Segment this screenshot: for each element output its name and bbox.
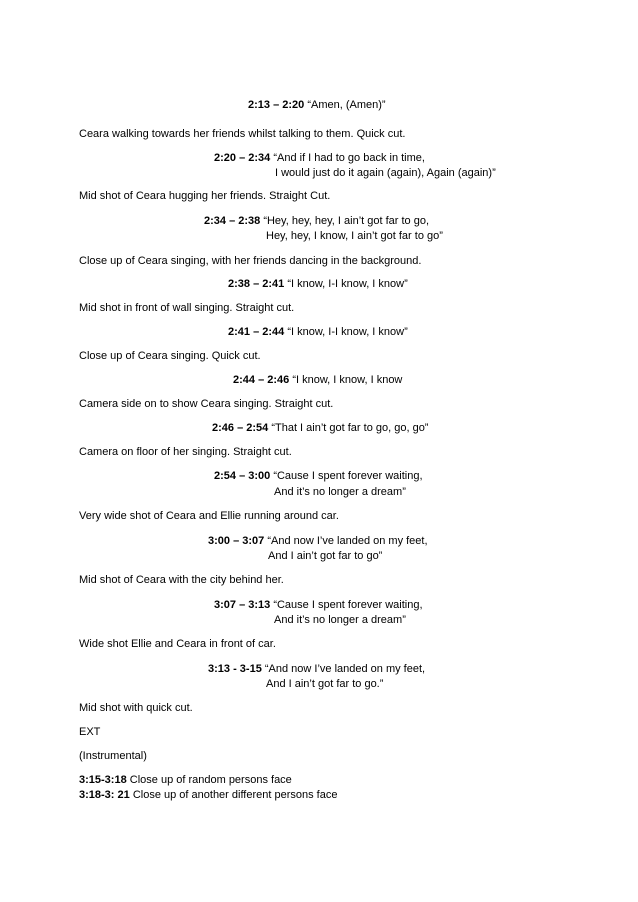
lyric-line bbox=[208, 534, 428, 548]
lyric-line bbox=[214, 598, 423, 612]
shot-description: Camera on floor of her singing. Straight cut. bbox=[79, 446, 292, 458]
lyric-text: “And now I’ve landed on my feet, bbox=[267, 535, 428, 547]
shot-description: Wide shot Ellie and Ceara in front of car. bbox=[79, 638, 276, 650]
lyric-text-continued: And it’s no longer a dream” bbox=[274, 486, 406, 498]
shot-description: Close up of Ceara singing, with her friends dancing in the background. bbox=[79, 255, 422, 267]
timestamp: 2:54 – 3:00 bbox=[214, 470, 271, 482]
lyric-text: “That I ain’t got far to go, go, go” bbox=[271, 422, 429, 434]
lyric-text-continued: I would just do it again (again), Again (again)” bbox=[275, 167, 496, 179]
lyric-text-continued: And it’s no longer a dream” bbox=[274, 614, 406, 626]
shot-description: Mid shot with quick cut. bbox=[79, 702, 193, 714]
lyric-text: “And now I’ve landed on my feet, bbox=[264, 663, 426, 675]
lyric-line bbox=[228, 277, 408, 291]
closeup-text: Close up of random persons face bbox=[129, 774, 292, 786]
timestamp: 3:13 - 3-15 bbox=[208, 663, 262, 675]
lyric-text: “And if I had to go back in time, bbox=[273, 152, 425, 164]
lyric-text-continued: Hey, hey, I know, I ain’t got far to go” bbox=[266, 230, 443, 242]
lyric-text: “Cause I spent forever waiting, bbox=[273, 599, 423, 611]
lyric-line bbox=[204, 214, 429, 228]
timestamp: 3:15-3:18 bbox=[79, 774, 127, 786]
timestamp: 2:13 – 2:20 bbox=[248, 99, 305, 111]
lyric-line bbox=[214, 469, 423, 483]
lyric-text: “Amen, (Amen)” bbox=[307, 99, 386, 111]
closeup-line bbox=[79, 788, 337, 802]
lyric-text: “Cause I spent forever waiting, bbox=[273, 470, 423, 482]
lyric-text: “I know, I-I know, I know” bbox=[287, 278, 408, 290]
lyric-line bbox=[214, 151, 425, 165]
shot-description: Mid shot of Ceara with the city behind her. bbox=[79, 574, 284, 586]
lyric-text: “I know, I-I know, I know” bbox=[287, 326, 408, 338]
shot-description: Close up of Ceara singing. Quick cut. bbox=[79, 350, 261, 362]
closeup-text: Close up of another different persons face bbox=[132, 789, 338, 801]
shot-description: Mid shot in front of wall singing. Straight cut. bbox=[79, 302, 295, 314]
lyric-text: “Hey, hey, hey, I ain’t got far to go, bbox=[263, 215, 430, 227]
timestamp: 2:20 – 2:34 bbox=[214, 152, 271, 164]
lyric-line bbox=[212, 421, 428, 435]
lyric-line bbox=[248, 98, 386, 112]
shot-description: Ceara walking towards her friends whilst talking to them. Quick cut. bbox=[79, 128, 406, 140]
scene-heading: EXT bbox=[79, 726, 101, 738]
lyric-text-continued: And I ain’t got far to go.” bbox=[266, 678, 384, 690]
shot-description: Very wide shot of Ceara and Ellie running around car. bbox=[79, 510, 339, 522]
timestamp: 2:44 – 2:46 bbox=[233, 374, 290, 386]
timestamp: 3:18-3: 21 bbox=[79, 789, 130, 801]
shot-description: Camera side on to show Ceara singing. Straight cut. bbox=[79, 398, 334, 410]
timestamp: 2:34 – 2:38 bbox=[204, 215, 261, 227]
timestamp: 2:46 – 2:54 bbox=[212, 422, 269, 434]
lyric-line bbox=[208, 662, 425, 676]
instrumental-note: (Instrumental) bbox=[79, 750, 147, 762]
lyric-line bbox=[233, 373, 402, 387]
closeup-line bbox=[79, 773, 292, 787]
lyric-text: “I know, I know, I know bbox=[292, 374, 403, 386]
timestamp: 3:00 – 3:07 bbox=[208, 535, 265, 547]
timestamp: 3:07 – 3:13 bbox=[214, 599, 271, 611]
lyric-text-continued: And I ain’t got far to go” bbox=[268, 550, 383, 562]
lyric-line bbox=[228, 325, 408, 339]
shot-description: Mid shot of Ceara hugging her friends. Straight Cut. bbox=[79, 190, 331, 202]
timestamp: 2:41 – 2:44 bbox=[228, 326, 285, 338]
timestamp: 2:38 – 2:41 bbox=[228, 278, 285, 290]
